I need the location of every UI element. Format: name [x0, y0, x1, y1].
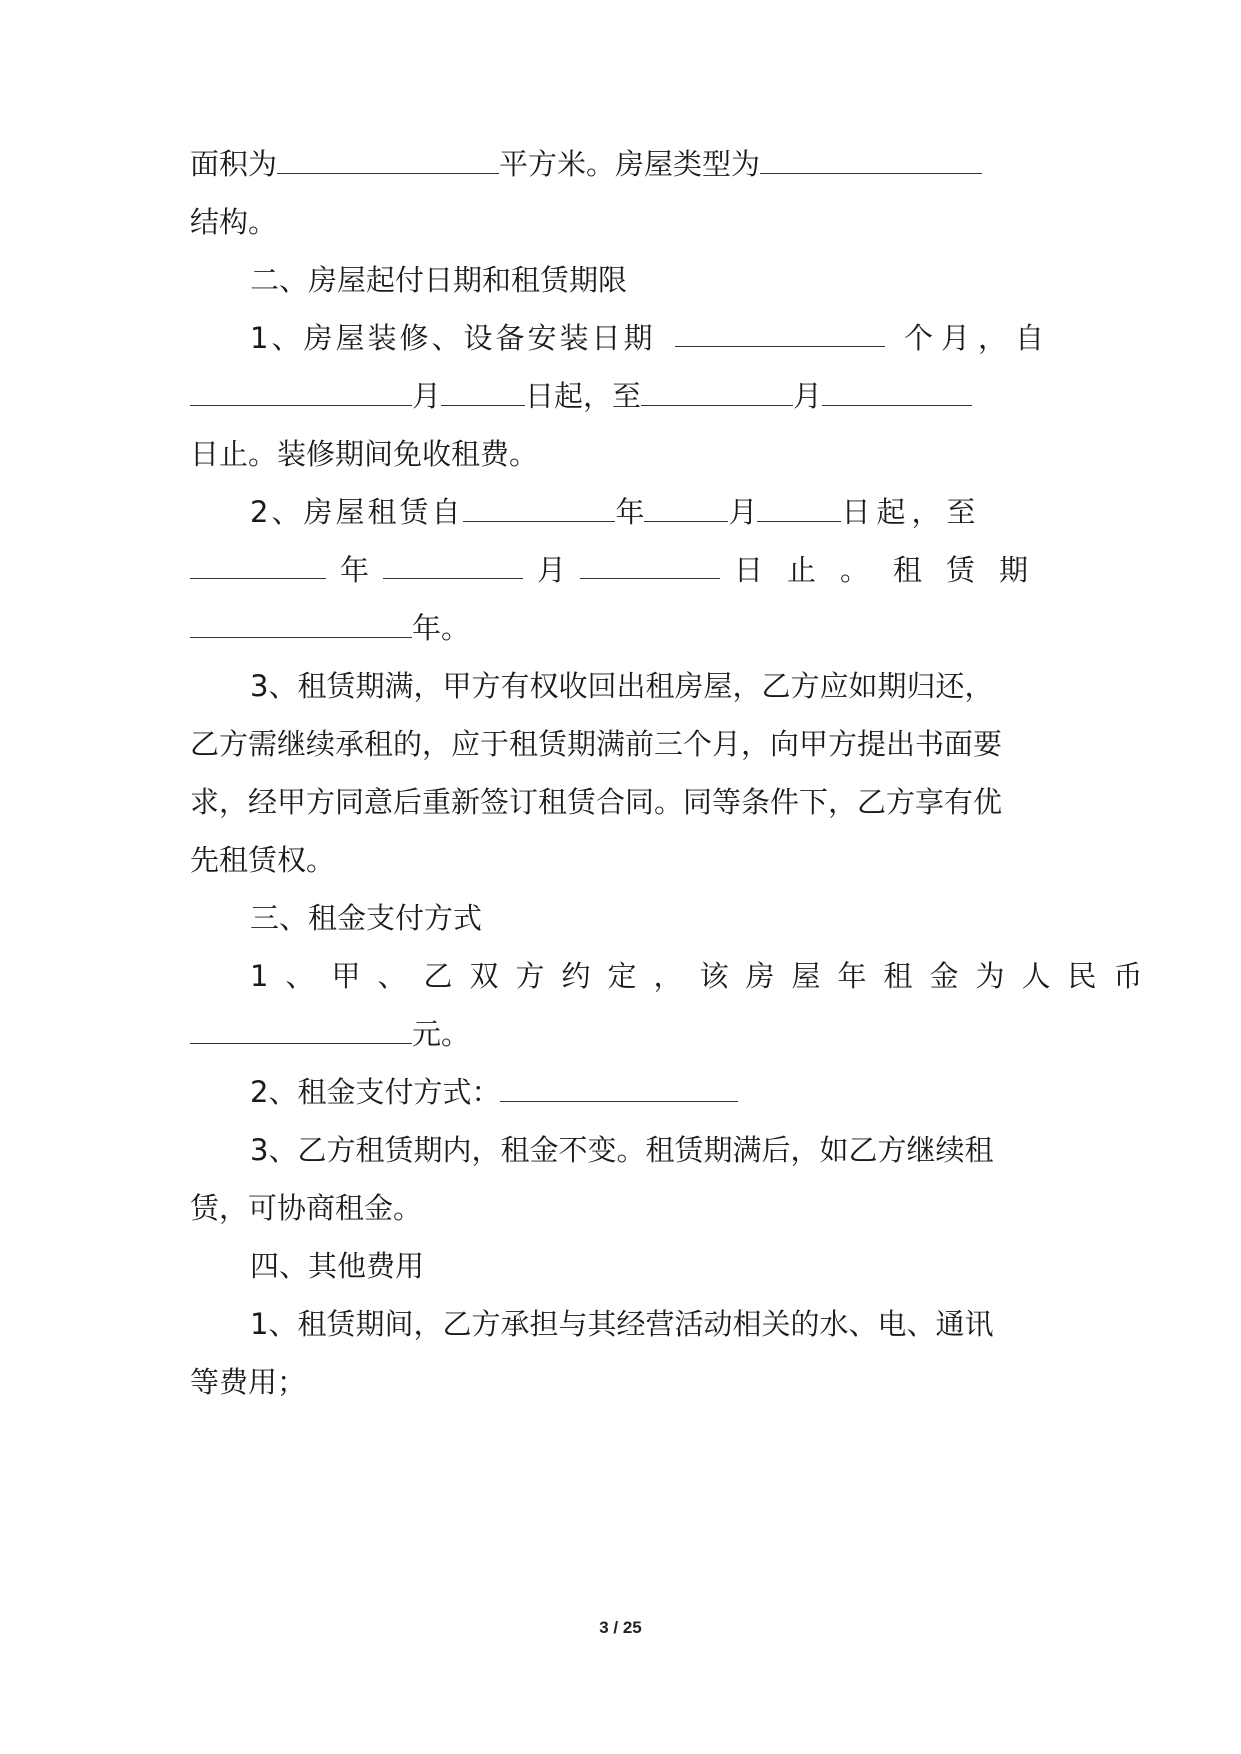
- blank-field: [580, 548, 720, 579]
- text-segment: 个月，自: [903, 321, 1052, 355]
- blank-field: [190, 548, 326, 579]
- blank-field: [441, 375, 525, 406]
- text-segment: 日止。租赁期: [733, 553, 1052, 587]
- blank-field: [760, 143, 982, 174]
- page-number: 3 / 25: [599, 1618, 642, 1637]
- text-segment: 日起，至: [525, 379, 642, 413]
- section-heading: 二、房屋起付日期和租赁期限: [250, 263, 628, 297]
- text-segment: 月: [536, 553, 566, 587]
- text-line: 日止。装修期间免收租费。: [190, 437, 539, 471]
- text-segment: 日起，至: [841, 495, 982, 529]
- text-line: [190, 142, 1052, 186]
- text-line: 结构。: [190, 205, 278, 239]
- text-line: [190, 1012, 1052, 1056]
- text-line: 1、甲、乙双方约定，该房屋年租金为人民币: [250, 959, 1160, 993]
- text-line: 3、租赁期满，甲方有权收回出租房屋，乙方应如期归还，: [250, 669, 994, 703]
- text-segment: 年: [615, 495, 645, 529]
- text-line: 乙方需继续承租的，应于租赁期满前三个月，向甲方提出书面要: [190, 727, 1003, 761]
- text-segment: 平方米。房屋类型为: [499, 147, 761, 181]
- text-line: 3、乙方租赁期内，租金不变。租赁期满后，如乙方继续租: [250, 1133, 994, 1167]
- blank-field: [463, 491, 615, 522]
- blank-field: [190, 1013, 412, 1044]
- text-segment: 月: [412, 379, 442, 413]
- text-line: 赁，可协商租金。: [190, 1191, 423, 1225]
- blank-field: [383, 548, 523, 579]
- blank-field: [500, 1071, 738, 1102]
- text-segment: 2、房屋租赁自: [250, 495, 464, 529]
- text-segment: 月: [728, 495, 758, 529]
- text-segment: 2、租金支付方式：: [250, 1075, 501, 1109]
- text-line: 先租赁权。: [190, 843, 336, 877]
- section-heading: 四、其他费用: [250, 1249, 425, 1283]
- blank-field: [822, 375, 972, 406]
- section-heading: 三、租金支付方式: [250, 901, 483, 935]
- text-line: [190, 606, 1052, 650]
- text-segment: 年。: [412, 611, 471, 645]
- blank-field: [641, 375, 793, 406]
- text-segment: 月: [793, 379, 823, 413]
- blank-field: [190, 607, 412, 638]
- text-segment: 元。: [412, 1017, 471, 1051]
- text-segment: 年: [339, 553, 369, 587]
- blank-field: [190, 375, 412, 406]
- text-line: [250, 316, 1052, 360]
- text-line: [250, 490, 1052, 534]
- text-segment: 面积为: [190, 147, 278, 181]
- text-segment: 1、房屋装修、设备安装日期: [250, 321, 656, 355]
- blank-field: [675, 316, 885, 347]
- text-line: 等费用；: [190, 1365, 307, 1399]
- text-line: [190, 374, 1052, 418]
- blank-field: [644, 491, 728, 522]
- blank-field: [277, 143, 499, 174]
- text-line: 1、租赁期间，乙方承担与其经营活动相关的水、电、通讯: [250, 1307, 994, 1341]
- text-line: [250, 1070, 1052, 1114]
- text-line: [190, 548, 1052, 592]
- blank-field: [757, 491, 841, 522]
- text-line: 求，经甲方同意后重新签订租赁合同。同等条件下，乙方享有优: [190, 785, 1003, 819]
